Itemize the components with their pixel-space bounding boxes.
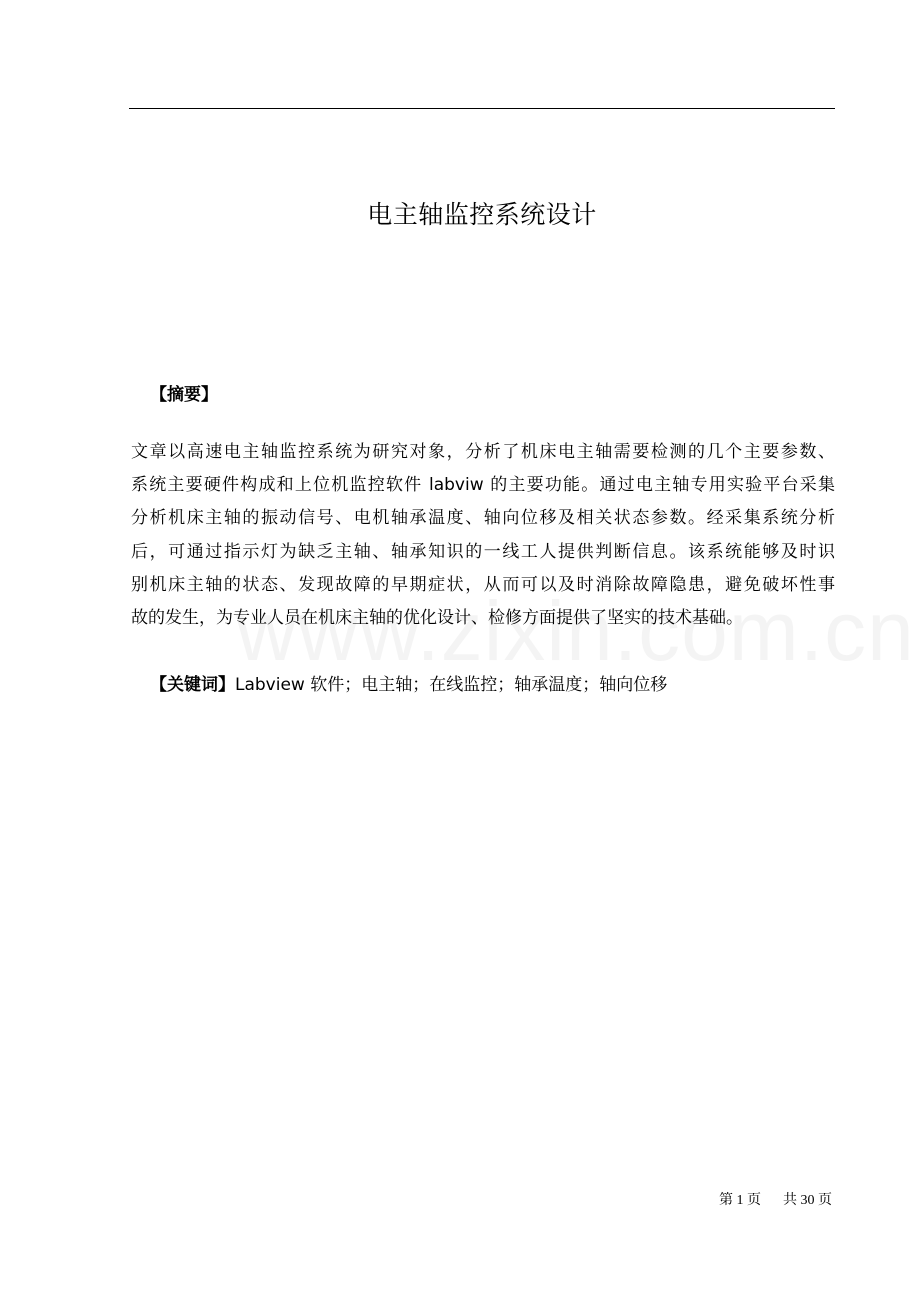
keywords-text: Labview 软件；电主轴；在线监控；轴承温度；轴向位移: [235, 675, 668, 695]
page-footer: [719, 1190, 832, 1212]
header-rule: [129, 108, 835, 109]
abstract-line: 系统主要硬件构成和上位机监控软件 labviw 的主要功能。通过电主轴专用实验平台采集: [131, 475, 835, 496]
abstract-line: 分析机床主轴的振动信号、电机轴承温度、轴向位移及相关状态参数。经采集系统分析: [131, 508, 835, 529]
abstract-line: 故的发生，为专业人员在机床主轴的优化设计、检修方面提供了坚实的技术基础。: [131, 608, 743, 629]
abstract-body: [131, 436, 835, 635]
keywords-label: 【关键词】: [150, 675, 235, 695]
abstract-line: 文章以高速电主轴监控系统为研究对象，分析了机床电主轴需要检测的几个主要参数、: [131, 442, 835, 462]
page-number: 第 1 页: [719, 1193, 761, 1208]
abstract-heading: 【摘要】: [150, 385, 218, 405]
page-total: 共 30 页: [783, 1193, 832, 1208]
abstract-line: 后，可通过指示灯为缺乏主轴、轴承知识的一线工人提供判断信息。该系统能够及时识: [131, 541, 835, 562]
abstract-line: 别机床主轴的状态、发现故障的早期症状，从而可以及时消除故障隐患，避免破坏性事: [131, 574, 835, 595]
keywords: [150, 670, 667, 700]
document-title: 电主轴监控系统设计: [367, 199, 597, 229]
